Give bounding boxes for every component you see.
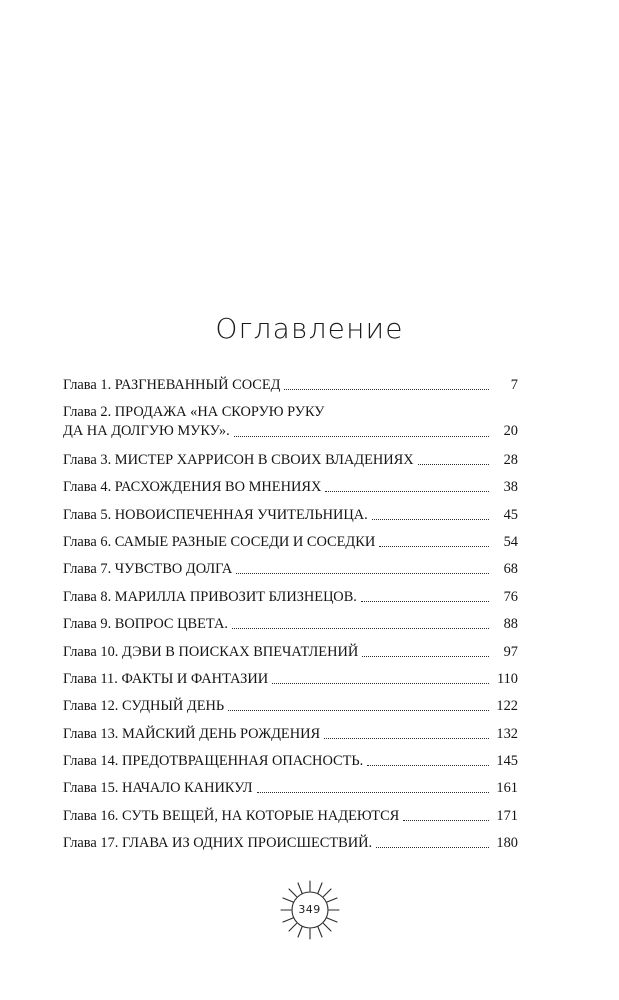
toc-entry-page: 54 — [503, 533, 518, 550]
toc-entry-label: Глава 9. ВОПРОС ЦВЕТА. — [63, 616, 228, 633]
page-title: Оглавление — [215, 312, 404, 345]
toc-leader-dots — [361, 600, 489, 602]
toc-entry-label: Глава 17. ГЛАВА ИЗ ОДНИХ ПРОИСШЕСТВИЙ. — [63, 835, 373, 852]
toc-entry[interactable] — [63, 834, 518, 852]
toc-entry[interactable] — [63, 752, 518, 770]
toc-entry-label: Глава 8. МАРИЛЛА ПРИВОЗИТ БЛИЗНЕЦОВ. — [63, 588, 357, 605]
toc-entry[interactable] — [63, 643, 518, 661]
toc-entry[interactable] — [63, 560, 518, 578]
toc-leader-dots — [228, 709, 489, 711]
toc-entry-page: 38 — [503, 479, 518, 496]
toc-entry-page: 45 — [503, 506, 518, 523]
toc-entry-label: Глава 14. ПРЕДОТВРАЩЕННАЯ ОПАСНОСТЬ. — [63, 753, 364, 770]
toc-entry[interactable] — [63, 478, 518, 496]
toc-entry-page: 145 — [496, 753, 518, 770]
toc-entry-label: Глава 1. РАЗГНЕВАННЫЙ СОСЕД — [63, 377, 281, 393]
toc-entry-page: 76 — [503, 588, 518, 605]
toc-entry-label: Глава 16. СУТЬ ВЕЩЕЙ, НА КОТОРЫЕ НАДЕЮТСЯ — [63, 807, 400, 824]
toc-entry-label: Глава 3. МИСТЕР ХАРРИСОН В СВОИХ ВЛАДЕНИЯХ — [63, 451, 414, 468]
toc-leader-dots — [367, 764, 489, 766]
toc-leader-dots — [257, 791, 490, 793]
toc-entry-label: Глава 6. САМЫЕ РАЗНЫЕ СОСЕДИ И СОСЕДКИ — [63, 533, 376, 550]
toc-entry-page: 122 — [496, 698, 518, 715]
toc-entry-label-continued: ДА НА ДОЛГУЮ МУКУ». — [63, 423, 230, 440]
toc-leader-dots — [418, 463, 489, 465]
toc-entry-label: Глава 7. ЧУВСТВО ДОЛГА — [63, 561, 233, 578]
toc-leader-dots — [379, 545, 489, 547]
toc-entry[interactable] — [63, 506, 518, 524]
toc-entry-label: Глава 15. НАЧАЛО КАНИКУЛ — [63, 780, 253, 797]
toc-entry-page: 68 — [503, 561, 518, 578]
toc-entry-label: Глава 5. НОВОИСПЕЧЕННАЯ УЧИТЕЛЬНИЦА. — [63, 506, 368, 523]
toc-leader-dots — [376, 846, 489, 848]
toc-entry[interactable] — [63, 725, 518, 743]
toc-leader-dots — [372, 518, 489, 520]
toc-leader-dots — [324, 737, 489, 739]
toc-entry[interactable] — [63, 697, 518, 715]
toc-entry[interactable] — [63, 588, 518, 606]
toc-entry-label: Глава 4. РАСХОЖДЕНИЯ ВО МНЕНИЯХ — [63, 479, 322, 496]
toc-leader-dots — [362, 655, 489, 657]
toc-entry-label: Глава 10. ДЭВИ В ПОИСКАХ ВПЕЧАТЛЕНИЙ — [63, 643, 359, 660]
toc-leader-dots — [325, 490, 489, 492]
toc-entry-page: 132 — [496, 725, 518, 742]
toc-entry[interactable] — [63, 779, 518, 797]
toc-entry[interactable] — [63, 376, 518, 394]
toc-entry-page: 110 — [496, 670, 518, 687]
toc-entry[interactable] — [63, 807, 518, 825]
toc-entry-page: 20 — [503, 423, 518, 440]
toc-entry[interactable] — [63, 403, 518, 441]
toc-entry-label: Глава 11. ФАКТЫ И ФАНТАЗИИ — [63, 670, 269, 687]
toc-leader-dots — [232, 627, 489, 629]
page-number: 349 — [298, 903, 321, 916]
toc-entry-page: 180 — [496, 835, 518, 852]
toc-entry[interactable] — [63, 533, 518, 551]
toc-leader-dots — [272, 682, 489, 684]
toc-entry-page: 7 — [510, 377, 518, 393]
toc-entry[interactable] — [63, 670, 518, 688]
toc-entry-page: 88 — [503, 616, 518, 633]
toc-entry[interactable] — [63, 615, 518, 633]
toc-leader-dots — [403, 819, 489, 821]
table-of-contents — [63, 376, 518, 862]
toc-leader-dots — [284, 388, 489, 390]
toc-entry-label: Глава 12. СУДНЫЙ ДЕНЬ — [63, 698, 225, 715]
toc-entry-page: 28 — [503, 451, 518, 468]
toc-entry-page: 171 — [496, 807, 518, 824]
toc-entry-page: 97 — [503, 643, 518, 660]
toc-leader-dots — [234, 435, 489, 437]
page-footer — [0, 872, 619, 952]
toc-entry[interactable] — [63, 451, 518, 469]
toc-entry-label: Глава 2. ПРОДАЖА «НА СКОРУЮ РУКУ — [63, 404, 325, 421]
toc-leader-dots — [236, 572, 489, 574]
toc-entry-page: 161 — [496, 780, 518, 797]
toc-entry-label: Глава 13. МАЙСКИЙ ДЕНЬ РОЖДЕНИЯ — [63, 725, 321, 742]
